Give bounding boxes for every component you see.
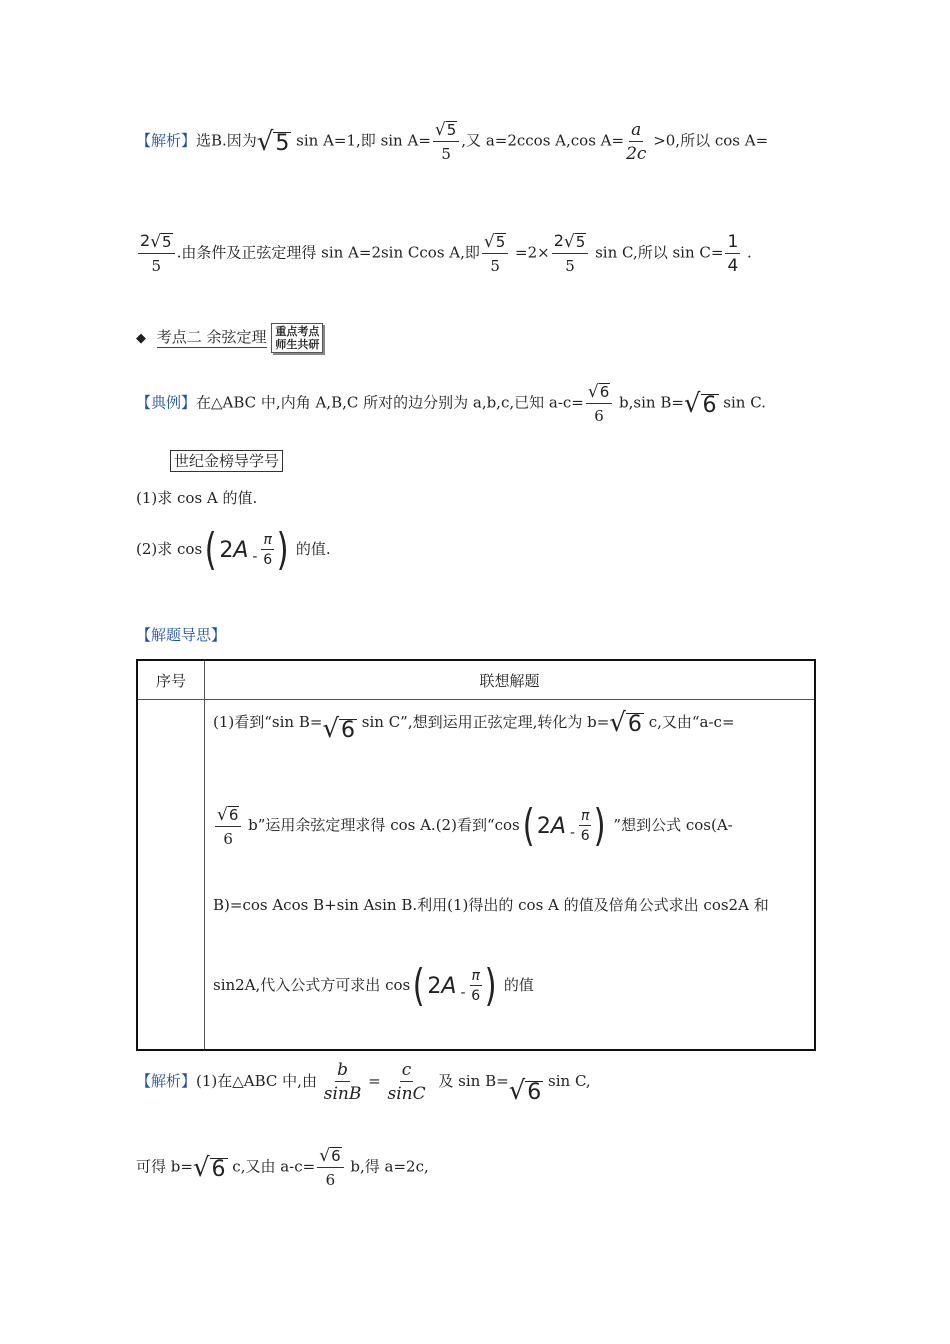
text: .由条件及正弦定理得 sin A=2sin Ccos A,即 [176, 243, 480, 262]
radicand: 5 [275, 130, 290, 156]
text: =2× [510, 243, 550, 262]
text: 选B.因为 [196, 131, 257, 150]
denominator: 5 [151, 257, 162, 275]
example-line [136, 382, 766, 425]
expr-2A-minus-pi-over-6: ( 2 A - $\frac{\pi}{6}$ ) [522, 800, 607, 851]
table-line-1 [213, 704, 735, 742]
example-tag: 【典例】 [136, 393, 197, 412]
denominator: 2c [626, 143, 647, 164]
expr-2A-minus-pi-over-6: ( 2 A - $\frac{\pi}{6}$ ) [412, 960, 497, 1011]
table-line-4 [213, 960, 534, 1011]
text: sin C. [718, 393, 766, 412]
denominator: sinB [323, 1084, 362, 1104]
text: 可得 b= [136, 1157, 193, 1176]
coef: 2 [553, 231, 564, 250]
content-cell [205, 700, 816, 1051]
numerator: b [337, 1060, 348, 1080]
var: A [550, 813, 566, 839]
denominator: 6 [471, 987, 481, 1004]
sqrt-6: √ 6 [683, 388, 717, 419]
radicand: 6 [331, 1147, 341, 1165]
text: sin C,所以 sin C= [590, 243, 724, 262]
text: . [742, 243, 752, 262]
code-box-line [170, 450, 283, 471]
text: 及 sin B= [438, 1072, 509, 1090]
index-cell [137, 700, 205, 1051]
text: (1)在△ABC 中,由 [196, 1072, 317, 1090]
frac-sqrt5-over-5: √ 5 5 [482, 232, 508, 275]
frac-sqrt5-over-5: √ 5 5 [433, 120, 459, 163]
frac-sqrt6-over-6: √ 6 6 [317, 1146, 343, 1189]
coef: 2 [140, 231, 151, 250]
frac-a-over-2c [626, 121, 646, 163]
analysis-tag: 【解析】 [136, 1072, 197, 1090]
denominator: 4 [727, 255, 739, 276]
text: ”想到公式 cos(A- [608, 816, 733, 834]
numerator: c [401, 1060, 412, 1080]
analysis-tag: 【解析】 [136, 131, 197, 150]
frac-sqrt6-over-6: √ 6 6 [215, 805, 241, 848]
radicand: 6 [341, 718, 356, 743]
text: sin A=1,即 sin A= [291, 131, 431, 150]
minus: - [252, 549, 258, 565]
radicand: 6 [627, 712, 642, 737]
header-index: 序号 [137, 660, 205, 700]
sqrt-6: √ 6 [322, 714, 356, 744]
sqrt-5: √ 5 [256, 126, 290, 157]
text: ,又 a=2ccos A,cos A= [461, 131, 625, 150]
sqrt-6: √ 6 [609, 708, 642, 738]
denominator: 6 [594, 407, 604, 425]
radicand: 5 [162, 233, 172, 251]
minus: - [460, 985, 466, 1001]
denominator: 6 [325, 1171, 336, 1189]
denominator: 6 [223, 829, 233, 848]
solution-line-2 [136, 232, 752, 275]
text: 在△ABC 中,内角 A,B,C 所对的边分别为 a,b,c,已知 a-c= [196, 393, 584, 412]
radicand: 6 [228, 805, 239, 824]
question-2 [136, 524, 331, 575]
text: 的值 [499, 976, 534, 994]
sqrt-6: √ 6 [508, 1076, 542, 1106]
text: 的值. [291, 540, 331, 558]
text: sin2A,代入公式方可求出 cos [213, 976, 411, 994]
text: c,又由“a-c= [643, 713, 735, 731]
frac-2sqrt5-over-5: 2 √ 5 5 [552, 232, 589, 275]
header-content: 联想解题 [205, 660, 816, 700]
numerator: π [581, 807, 590, 824]
frac-c-over-sinC [387, 1061, 425, 1103]
frac-sqrt6-over-6: √ 6 6 [586, 382, 612, 425]
guide-tag: 【解题导思】 [136, 626, 227, 644]
table-line-3: B)=cos Acos B+sin Asin B.利用(1)得出的 cos A 的值及倍角公式求出 cos2A 和 [213, 896, 769, 914]
radicand: 5 [495, 233, 506, 251]
radicand: 6 [211, 1156, 226, 1182]
numerator: 1 [727, 231, 739, 252]
denominator: 5 [490, 257, 500, 275]
radicand: 5 [575, 233, 586, 251]
text: b,得 a=2c, [345, 1157, 429, 1176]
solution-part1-line-1 [136, 1060, 591, 1104]
text: (1)看到“sin B= [213, 713, 323, 731]
text: >0,所以 cos A= [648, 131, 769, 150]
minus: - [569, 825, 576, 841]
text: (2)求 cos [136, 540, 203, 558]
guide-table [136, 659, 816, 1051]
section-title: 考点二 余弦定理 [156, 328, 267, 346]
question-1: (1)求 cos A 的值. [136, 489, 258, 507]
denominator: 6 [263, 551, 273, 568]
section-badge [271, 323, 323, 353]
text: b”运用余弦定理求得 cos A.(2)看到“cos [243, 816, 520, 834]
section-heading [136, 323, 323, 353]
frac-2sqrt5-over-5: 2 √ 5 5 [138, 232, 175, 275]
solution-part1-line-2 [136, 1146, 429, 1189]
diamond-icon: ◆ [136, 331, 146, 346]
solution-line-1 [136, 120, 768, 163]
var: A [441, 973, 457, 999]
badge-line: 重点考点 [275, 325, 320, 338]
radicand: 6 [702, 392, 717, 418]
denominator: sinC [387, 1084, 426, 1104]
badge-line: 师生共研 [275, 338, 320, 351]
radicand: 6 [599, 383, 610, 401]
coef: 2 [427, 973, 442, 999]
expr-2A-minus-pi-over-6: ( 2 A - $\frac{\pi}{6}$ ) [204, 524, 289, 575]
coef: 2 [219, 537, 234, 563]
text: b,sin B= [614, 393, 684, 412]
code-box-label: 世纪金榜导学号 [170, 450, 283, 472]
denominator: 6 [580, 827, 590, 844]
table-line-2 [213, 800, 733, 851]
numerator: a [631, 119, 642, 140]
equals: = [368, 1072, 381, 1090]
radicand: 6 [527, 1080, 542, 1105]
frac-b-over-sinB [324, 1061, 362, 1103]
numerator: π [471, 967, 480, 984]
sqrt-6: √ 6 [192, 1152, 226, 1183]
numerator: π [263, 531, 272, 548]
frac-1-over-4 [725, 233, 740, 275]
radicand: 5 [446, 121, 457, 139]
coef: 2 [536, 813, 551, 839]
denominator: 5 [565, 257, 575, 275]
denominator: 5 [441, 145, 451, 163]
text: sin C”,想到运用正弦定理,转化为 b= [357, 713, 610, 731]
var: A [233, 537, 249, 563]
text: sin C, [543, 1072, 591, 1090]
text: c,又由 a-c= [227, 1157, 316, 1176]
